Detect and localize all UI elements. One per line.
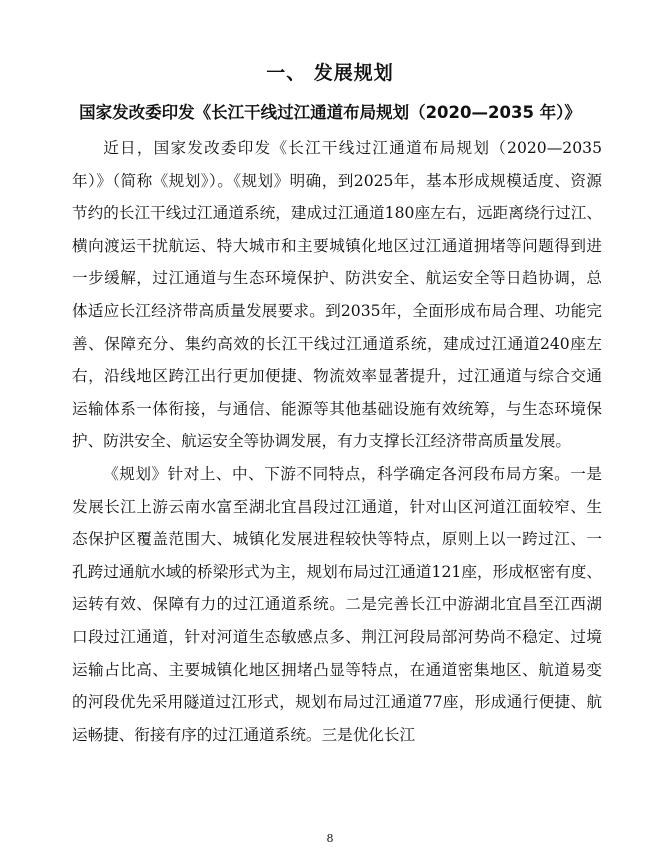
paragraph-2: 《规划》针对上、中、下游不同特点，科学确定各河段布局方案。一是发展长江上游云南水富至湖北宜昌段过江通道，针对山区河道江面较窄、生态保护区覆盖范围大、城镇化发展进程较快等特点，原则上以一跨过江、一孔跨过通航水域的桥梁形式为主，规划布局过江通道121座，形成枢密有度、运转有效、保障有力的过江通道系统。二是完善长江中游湖北宜昌至江西湖口段过江通道，针对河道生态敏感点多、荆江河段局部河势尚不稳定、过境运输占比高、主要城镇化地区拥堵凸显等特点，在通道密集地区、航道易变的河段优先采用隧道过江形式，规划布局过江通道77座，形成通行便捷、航运畅捷、衔接有序的过江通道系统。三是优化长江 [72,464,602,744]
page-number: 8 [326,832,334,845]
section-heading: 一、 发展规划 [266,62,394,84]
article-title: 国家发改委印发《长江干线过江通道布局规划（2020—2035 年）》 [79,103,581,122]
paragraph-1: 近日，国家发改委印发《长江干线过江通道布局规划（2020—2035年）》（简称《规划》）。《规划》明确，到2025年，基本形成规模适度、资源节约的长江干线过江通道系统，建成过江通道180座左右，远距离绕行过江、横向渡运干扰航运、特大城市和主要城镇化地区过江通道拥堵等问题得到进一步缓解，过江通道与生态环境保护、防洪安全、航运安全等日趋协调，总体适应长江经济带高质量发展要求。到2035年，全面形成布局合理、功能完善、保障充分、集约高效的长江干线过江通道系统，建成过江通道240座左右，沿线地区跨江出行更加便捷、物流效率显著提升，过江通道与综合交通运输体系一体衔接，与通信、能源等其他基础设施有效统筹，与生态环境保护、防洪安全、航运安全等协调发展，有力支撑长江经济带高质量发展。 [72,139,602,451]
article-body [72,132,602,751]
